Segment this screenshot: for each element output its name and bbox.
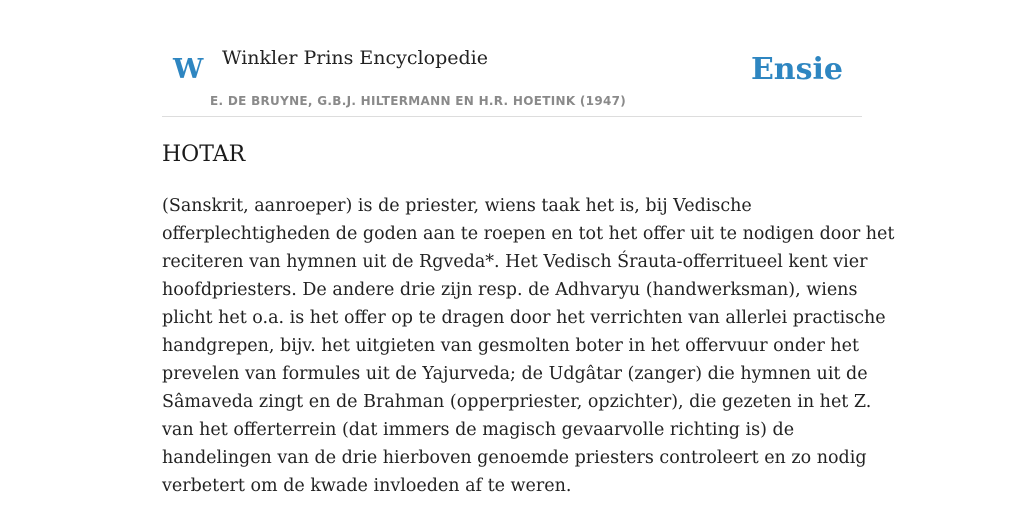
- article-line: prevelen van formules uit de Yajurveda; de Udgâtar (zanger) die hymnen uit de: [162, 364, 868, 384]
- article-line: handelingen van de drie hierboven genoemde priesters controleert en zo nodig: [162, 448, 867, 468]
- lemma-title: HOTAR: [162, 142, 246, 167]
- article-line: offerplechtigheden de goden aan te roepen en tot het offer uit te nodigen door het: [162, 224, 895, 244]
- authors-byline: E. DE BRUYNE, G.B.J. HILTERMANN EN H.R. HOETINK (1947): [210, 94, 627, 108]
- article-line: hoofdpriesters. De andere drie zijn resp. de Adhvaryu (handwerksman), wiens: [162, 280, 858, 300]
- article-line: reciteren van hymnen uit de Rgveda*. Het Vedisch Śrauta-offerritueel kent vier: [162, 252, 868, 272]
- winkler-prins-logo[interactable]: W: [173, 54, 204, 85]
- site-header: [162, 0, 862, 117]
- article-line: plicht het o.a. is het offer op te dragen door het verrichten van allerlei practische: [162, 308, 886, 328]
- article-line: (Sanskrit, aanroeper) is de priester, wiens taak het is, bij Vedische: [162, 196, 752, 216]
- article-line: handgrepen, bijv. het uitgieten van gesmolten boter in het offervuur onder het: [162, 336, 860, 356]
- encyclopedia-page: [162, 0, 895, 512]
- article-line: Sâmaveda zingt en de Brahman (opperpriester, opzichter), die gezeten in het Z.: [162, 392, 872, 412]
- article-body: [162, 192, 895, 500]
- article-line: van het offerterrein (dat immers de magisch gevaarvolle richting is) de: [162, 420, 795, 440]
- ensie-brand-logo[interactable]: Ensie: [750, 52, 843, 87]
- article-line: verbetert om de kwade invloeden af te weren.: [162, 476, 572, 496]
- site-title-link[interactable]: Winkler Prins Encyclopedie: [222, 47, 488, 69]
